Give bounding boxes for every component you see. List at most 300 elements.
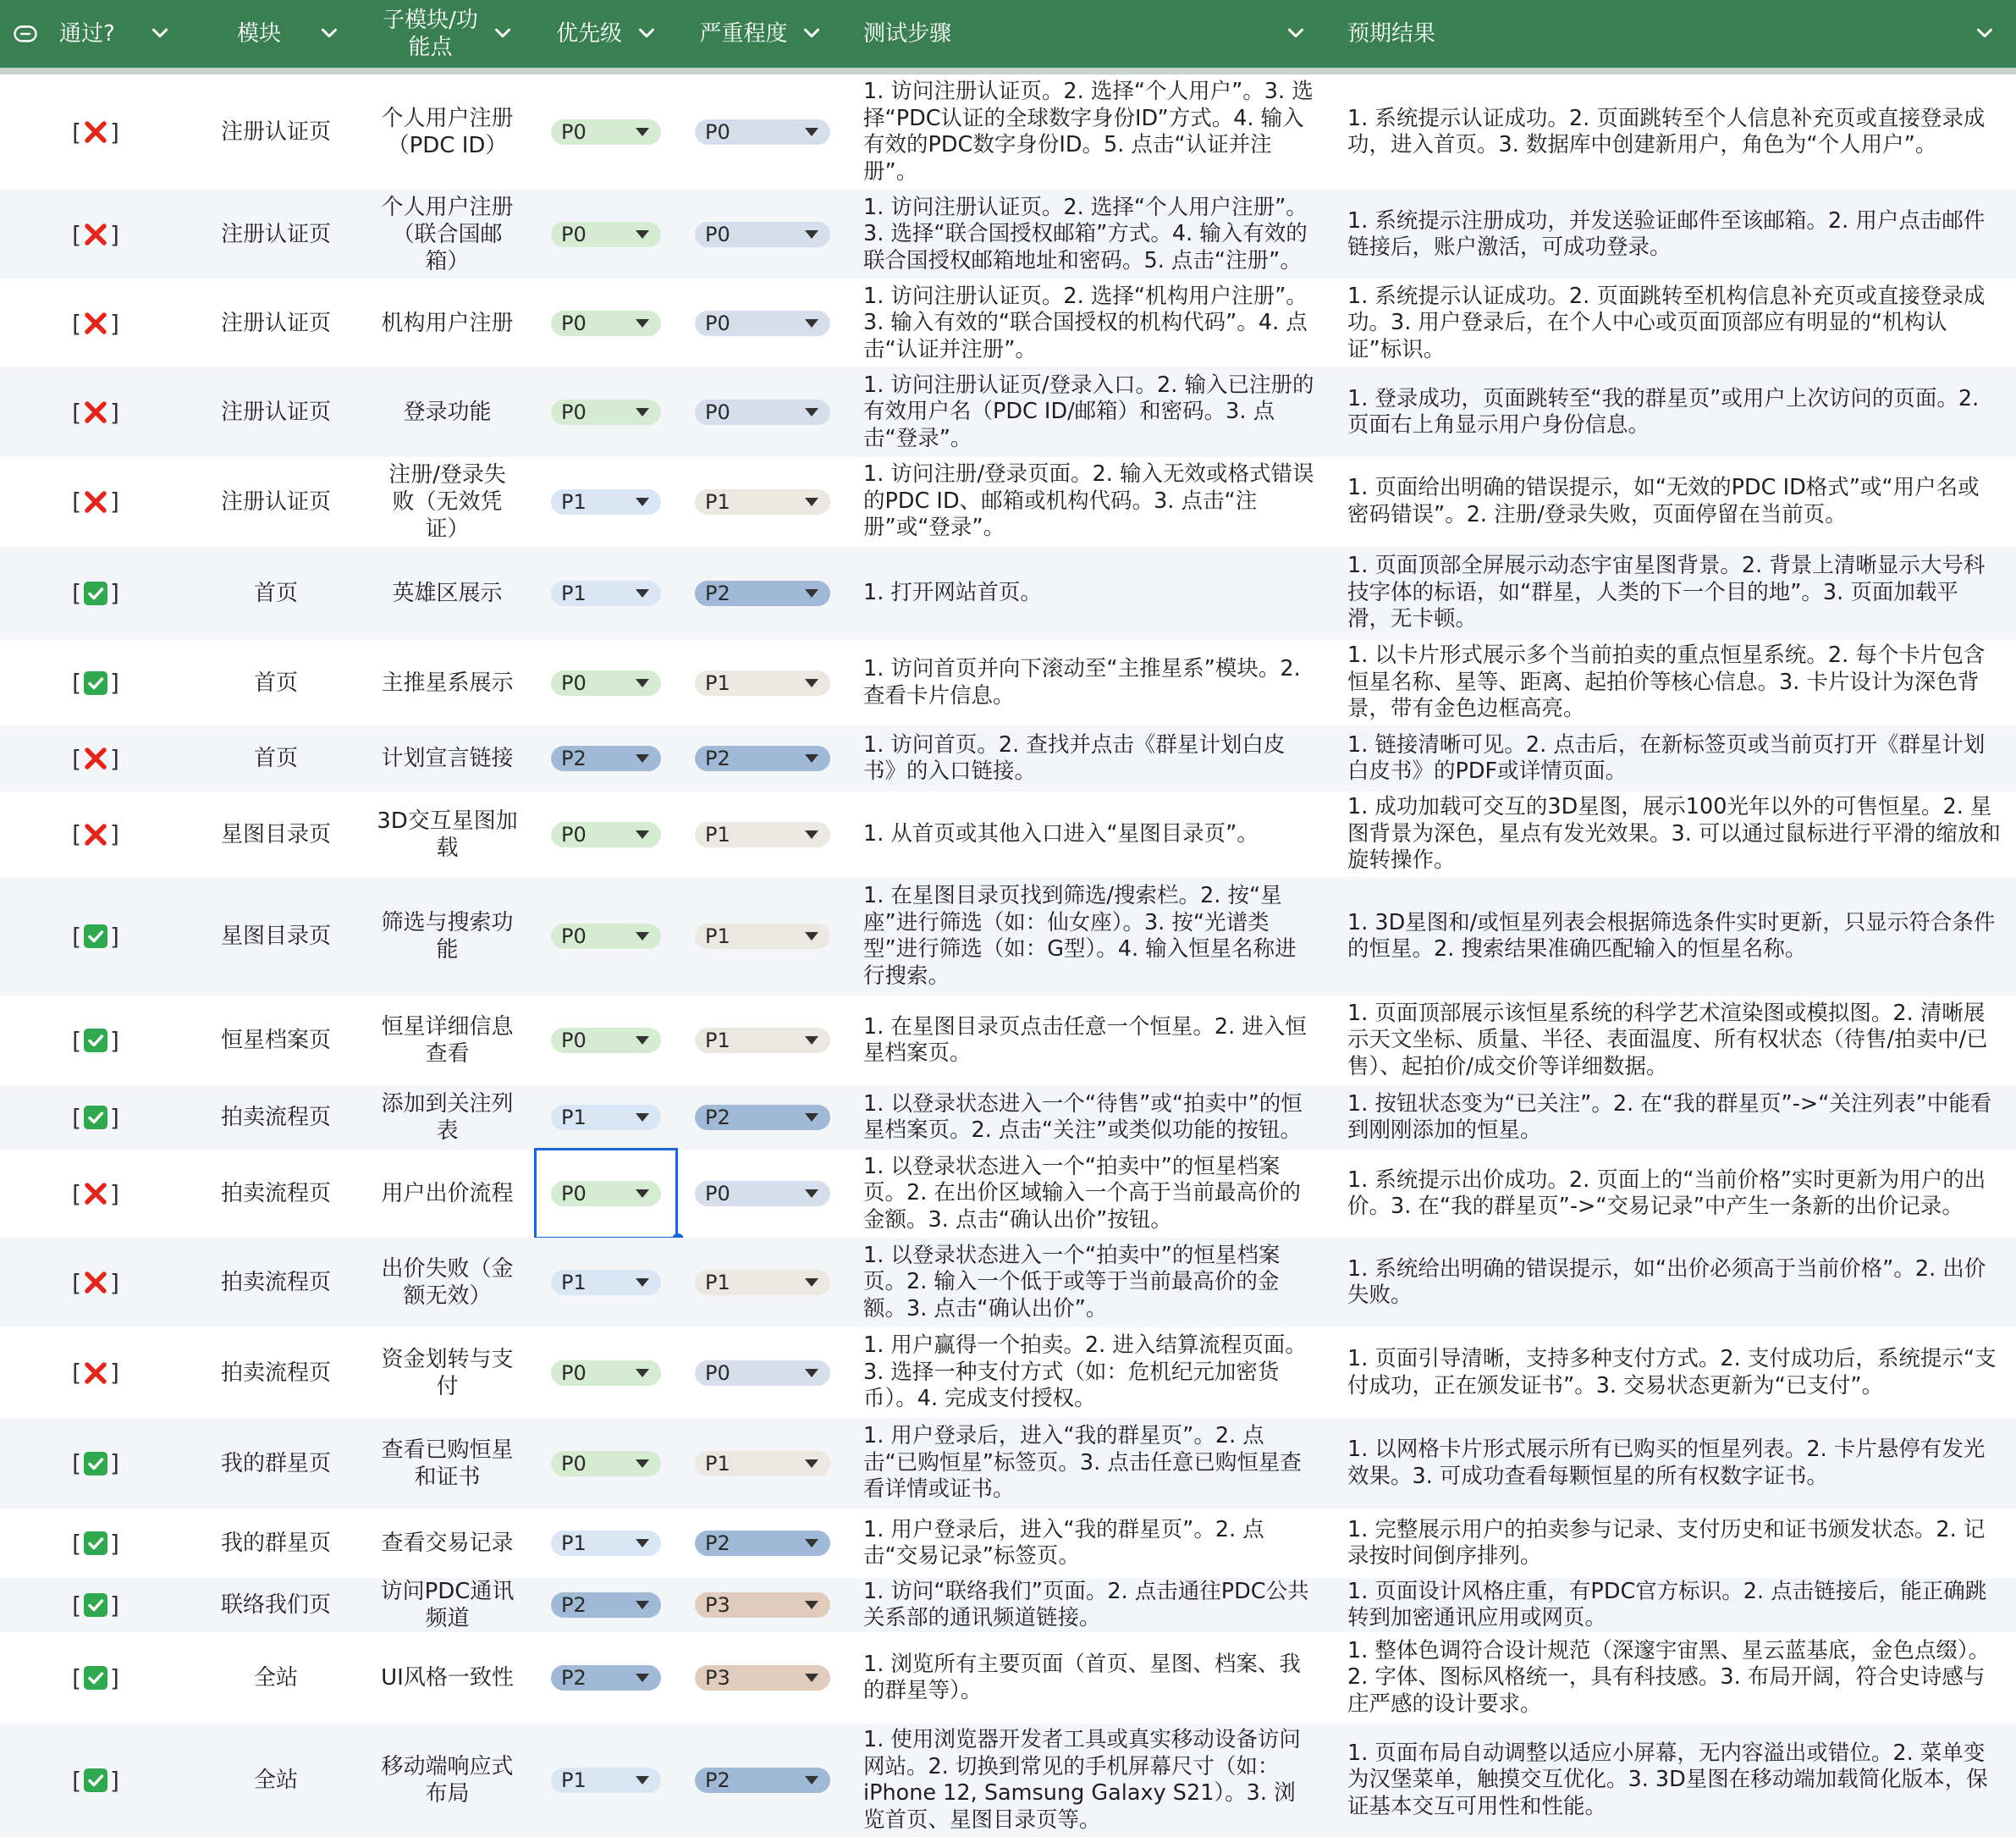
chevron-down-icon[interactable]	[317, 20, 342, 46]
pass-status-cell[interactable]	[0, 1632, 191, 1724]
severity-value: P1	[705, 1029, 730, 1052]
priority-cell[interactable]	[534, 996, 678, 1085]
submodule-cell[interactable]	[361, 457, 534, 546]
caret-down-icon	[805, 230, 818, 239]
priority-cell[interactable]	[534, 457, 678, 546]
submodule-text: 个人用户注册 （联合国邮 箱）	[381, 195, 514, 274]
submodule-text: 查看交易记录	[381, 1531, 514, 1556]
severity-cell[interactable]	[678, 74, 843, 190]
expected-result-cell[interactable]	[1327, 1724, 2016, 1837]
submodule-text: 访问PDC通讯 频道	[380, 1579, 515, 1631]
module-cell[interactable]	[191, 640, 361, 725]
header-label-expected: 预期结果	[1347, 21, 1436, 47]
table-row	[0, 1238, 2016, 1327]
expected-result-text: 1. 登录成功，页面跳转至“我的群星页”或用户上次访问的页面。2. 页面右上角显示用户身份信息。	[1347, 385, 1980, 438]
severity-dropdown[interactable]	[695, 924, 830, 949]
priority-cell[interactable]	[534, 1632, 678, 1724]
expected-result-cell[interactable]	[1327, 1327, 2016, 1418]
test-steps-text: 1. 访问注册认证页。2. 选择“个人用户注册”。3. 选择“联合国授权邮箱”方式。4. 输入有效的联合国授权邮箱地址和密码。5. 点击“注册”。	[863, 194, 1308, 273]
expected-result-text: 1. 系统提示注册成功，并发送验证邮件至该邮箱。2. 用户点击邮件链接后，账户激活，可成功登录。	[1347, 207, 1986, 260]
submodule-cell[interactable]	[361, 279, 534, 367]
expected-result-cell[interactable]	[1327, 546, 2016, 640]
submodule-cell[interactable]	[361, 725, 534, 792]
submodule-text: 机构用户注册	[381, 311, 514, 336]
caret-down-icon	[805, 1776, 818, 1785]
priority-cell[interactable]	[534, 1238, 678, 1327]
severity-cell[interactable]	[678, 1238, 843, 1327]
severity-dropdown[interactable]	[695, 1531, 830, 1556]
severity-dropdown[interactable]	[695, 670, 830, 696]
module-cell[interactable]	[191, 1418, 361, 1509]
severity-cell[interactable]	[678, 367, 843, 457]
priority-dropdown[interactable]	[551, 1451, 661, 1476]
test-steps-cell[interactable]	[843, 457, 1327, 546]
submodule-cell[interactable]	[361, 1238, 534, 1327]
chevron-down-icon[interactable]	[147, 20, 173, 46]
module-cell[interactable]	[191, 74, 361, 190]
test-steps-cell[interactable]	[843, 1578, 1327, 1632]
fail-cross-icon	[83, 311, 108, 336]
pass-status-cell[interactable]	[0, 1238, 191, 1327]
pass-status-cell[interactable]	[0, 1724, 191, 1837]
pass-status-cell[interactable]	[0, 877, 191, 996]
severity-cell[interactable]	[678, 457, 843, 546]
expected-result-cell[interactable]	[1327, 1418, 2016, 1509]
priority-cell[interactable]	[534, 279, 678, 367]
severity-cell[interactable]	[678, 1509, 843, 1578]
fail-cross-icon	[83, 400, 108, 425]
module-text: 注册认证页	[220, 400, 331, 425]
pass-status-cell[interactable]	[0, 1509, 191, 1578]
table-row	[0, 1578, 2016, 1632]
submodule-cell[interactable]	[361, 1150, 534, 1238]
submodule-text: UI风格一致性	[381, 1665, 514, 1691]
fail-cross-icon	[83, 746, 108, 771]
severity-dropdown[interactable]	[695, 746, 830, 771]
severity-dropdown[interactable]	[695, 581, 830, 606]
submodule-text: 注册/登录失 败（无效凭 证）	[388, 461, 506, 542]
caret-down-icon	[805, 1601, 818, 1609]
severity-dropdown[interactable]	[695, 311, 830, 336]
expected-result-cell[interactable]	[1327, 1578, 2016, 1632]
expected-result-cell[interactable]	[1327, 792, 2016, 877]
severity-cell[interactable]	[678, 1150, 843, 1238]
caret-down-icon	[805, 932, 818, 941]
test-steps-cell[interactable]	[843, 546, 1327, 640]
test-steps-cell[interactable]	[843, 1724, 1327, 1837]
fail-cross-icon	[83, 1270, 108, 1295]
submodule-text: 出价失败（金 额无效）	[381, 1256, 514, 1309]
caret-down-icon	[636, 319, 649, 328]
header-divider	[0, 68, 2016, 74]
bracket-open: [	[72, 1359, 81, 1387]
expected-result-text: 1. 以卡片形式展示多个当前拍卖的重点恒星系统。2. 每个卡片包含恒星名称、星等、距离、起拍价等核心信息。3. 卡片设计为深色背景，带有金色边框高亮。	[1347, 643, 1986, 722]
severity-cell[interactable]	[678, 1327, 843, 1418]
module-cell[interactable]	[191, 1327, 361, 1418]
expected-result-text: 1. 链接清晰可见。2. 点击后，在新标签页或当前页打开《群星计划白皮书》的PDF或详情页面。	[1347, 731, 1986, 784]
pass-status-cell[interactable]	[0, 792, 191, 877]
submodule-text: 英雄区展示	[392, 580, 503, 606]
pass-status-cell[interactable]	[0, 1327, 191, 1418]
test-steps-cell[interactable]	[843, 190, 1327, 279]
severity-dropdown[interactable]	[695, 1028, 830, 1053]
severity-cell[interactable]	[678, 1632, 843, 1724]
submodule-cell[interactable]	[361, 640, 534, 725]
pass-check-icon	[83, 1531, 108, 1556]
severity-dropdown[interactable]	[695, 1768, 830, 1793]
test-steps-cell[interactable]	[843, 74, 1327, 190]
priority-dropdown[interactable]	[551, 1270, 661, 1295]
pass-status-cell[interactable]	[0, 725, 191, 792]
header-cell-pass[interactable]	[0, 0, 191, 68]
priority-cell[interactable]	[534, 1578, 678, 1632]
module-cell[interactable]	[191, 1724, 361, 1837]
header-cell-submodule[interactable]	[361, 0, 534, 68]
header-cell-severity[interactable]	[678, 0, 843, 68]
bracket-close: ]	[110, 1529, 119, 1558]
caret-down-icon	[636, 679, 649, 687]
priority-value: P1	[561, 1106, 587, 1129]
module-cell[interactable]	[191, 1632, 361, 1724]
bracket-open: [	[72, 309, 81, 338]
module-cell[interactable]	[191, 1150, 361, 1238]
pass-status-cell[interactable]	[0, 996, 191, 1085]
priority-value: P0	[561, 670, 587, 695]
caret-down-icon	[805, 1278, 818, 1287]
bracket-close: ]	[110, 309, 119, 338]
priority-dropdown[interactable]	[551, 119, 661, 145]
module-cell[interactable]	[191, 1238, 361, 1327]
module-cell[interactable]	[191, 190, 361, 279]
submodule-cell[interactable]	[361, 367, 534, 457]
priority-dropdown[interactable]	[551, 311, 661, 336]
submodule-cell[interactable]	[361, 1085, 534, 1150]
pass-status-cell[interactable]	[0, 640, 191, 725]
pass-status-cell[interactable]	[0, 1578, 191, 1632]
priority-value: P0	[561, 1360, 587, 1385]
module-text: 我的群星页	[220, 1450, 331, 1476]
severity-cell[interactable]	[678, 1085, 843, 1150]
submodule-cell[interactable]	[361, 996, 534, 1085]
pass-status-cell[interactable]	[0, 546, 191, 640]
caret-down-icon	[636, 1036, 649, 1045]
priority-dropdown[interactable]	[551, 1360, 661, 1386]
header-cell-priority[interactable]	[534, 0, 678, 68]
severity-dropdown[interactable]	[695, 1181, 830, 1206]
severity-cell[interactable]	[678, 640, 843, 725]
severity-value: P0	[705, 120, 730, 144]
priority-cell[interactable]	[534, 367, 678, 457]
pass-check-icon	[83, 1665, 108, 1691]
severity-dropdown[interactable]	[695, 822, 830, 847]
bracket-close: ]	[110, 1179, 119, 1208]
submodule-cell[interactable]	[361, 1418, 534, 1509]
expected-result-text: 1. 系统提示认证成功。2. 页面跳转至机构信息补充页或直接登录成功。3. 用户登录后，在个人中心或页面顶部应有明显的“机构认证”标识。	[1347, 283, 1986, 362]
table-row	[0, 640, 2016, 725]
test-steps-cell[interactable]	[843, 367, 1327, 457]
module-cell[interactable]	[191, 367, 361, 457]
caret-down-icon	[636, 1459, 649, 1468]
bracket-close: ]	[110, 1103, 119, 1132]
module-text: 恒星档案页	[220, 1028, 331, 1053]
test-steps-text: 1. 访问注册认证页。2. 选择“个人用户”。3. 选择“PDC认证的全球数字身份ID”方式。4. 输入有效的PDC数字身份ID。5. 点击“认证并注册”。	[863, 79, 1314, 185]
severity-value: P1	[705, 924, 730, 948]
bracket-open: [	[72, 1663, 81, 1692]
priority-value: P0	[561, 312, 587, 335]
test-steps-text: 1. 从首页或其他入口进入“星图目录页”。	[863, 820, 1259, 847]
module-cell[interactable]	[191, 1509, 361, 1578]
submodule-text: 移动端响应式 布局	[381, 1754, 514, 1807]
module-cell[interactable]	[191, 792, 361, 877]
priority-dropdown[interactable]	[551, 1768, 661, 1793]
priority-dropdown[interactable]	[551, 822, 661, 847]
caret-down-icon	[805, 1369, 818, 1377]
priority-cell[interactable]	[534, 546, 678, 640]
bracket-open: [	[72, 1449, 81, 1477]
test-steps-cell[interactable]	[843, 792, 1327, 877]
priority-dropdown[interactable]	[551, 400, 661, 425]
bracket-open: [	[72, 118, 81, 146]
severity-cell[interactable]	[678, 1724, 843, 1837]
test-steps-cell[interactable]	[843, 1238, 1327, 1327]
bracket-open: [	[72, 579, 81, 607]
module-cell[interactable]	[191, 1578, 361, 1632]
submodule-text: 筛选与搜索功 能	[381, 910, 514, 963]
chevron-down-icon[interactable]	[490, 20, 515, 46]
submodule-cell[interactable]	[361, 1632, 534, 1724]
expected-result-cell[interactable]	[1327, 1632, 2016, 1724]
module-text: 拍卖流程页	[220, 1270, 331, 1295]
severity-cell[interactable]	[678, 877, 843, 996]
priority-cell[interactable]	[534, 1509, 678, 1578]
expected-result-cell[interactable]	[1327, 1085, 2016, 1150]
severity-cell[interactable]	[678, 996, 843, 1085]
submodule-cell[interactable]	[361, 877, 534, 996]
submodule-cell[interactable]	[361, 546, 534, 640]
caret-down-icon	[805, 128, 818, 136]
bracket-close: ]	[110, 1359, 119, 1387]
severity-cell[interactable]	[678, 546, 843, 640]
severity-cell[interactable]	[678, 725, 843, 792]
priority-value: P2	[561, 1593, 587, 1617]
pass-check-icon	[83, 670, 108, 696]
priority-cell[interactable]	[534, 792, 678, 877]
module-cell[interactable]	[191, 457, 361, 546]
module-cell[interactable]	[191, 725, 361, 792]
severity-dropdown[interactable]	[695, 400, 830, 425]
severity-dropdown[interactable]	[695, 1360, 830, 1386]
caret-down-icon	[636, 408, 649, 416]
submodule-text: 登录功能	[403, 400, 492, 425]
test-steps-cell[interactable]	[843, 1085, 1327, 1150]
expected-result-cell[interactable]	[1327, 279, 2016, 367]
priority-cell[interactable]	[534, 74, 678, 190]
severity-dropdown[interactable]	[695, 222, 830, 247]
expected-result-cell[interactable]	[1327, 996, 2016, 1085]
priority-dropdown[interactable]	[551, 1592, 661, 1618]
chevron-down-icon[interactable]	[1283, 20, 1308, 46]
pass-status-cell[interactable]	[0, 279, 191, 367]
submodule-cell[interactable]	[361, 74, 534, 190]
severity-cell[interactable]	[678, 279, 843, 367]
severity-dropdown[interactable]	[695, 1665, 830, 1691]
pass-status-cell[interactable]	[0, 74, 191, 190]
severity-dropdown[interactable]	[695, 489, 830, 515]
severity-value: P1	[705, 1271, 730, 1294]
bracket-open: [	[72, 1268, 81, 1297]
priority-dropdown[interactable]	[551, 1028, 661, 1053]
caret-down-icon	[636, 230, 649, 239]
chevron-down-icon[interactable]	[634, 20, 659, 46]
priority-value: P0	[561, 223, 587, 246]
severity-dropdown[interactable]	[695, 1105, 830, 1130]
severity-dropdown[interactable]	[695, 1592, 830, 1618]
submodule-cell[interactable]	[361, 1509, 534, 1578]
priority-cell[interactable]	[534, 1327, 678, 1418]
expected-result-text: 1. 完整展示用户的拍卖参与记录、支付历史和证书颁发状态。2. 记录按时间倒序排列。	[1347, 1516, 1986, 1569]
priority-dropdown[interactable]	[551, 222, 661, 247]
module-cell[interactable]	[191, 877, 361, 996]
test-steps-cell[interactable]	[843, 640, 1327, 725]
test-steps-cell[interactable]	[843, 279, 1327, 367]
priority-cell[interactable]	[534, 1418, 678, 1509]
bracket-open: [	[72, 1026, 81, 1055]
test-steps-cell[interactable]	[843, 725, 1327, 792]
caret-down-icon	[636, 589, 649, 598]
priority-dropdown[interactable]	[551, 489, 661, 515]
pass-status-cell[interactable]	[0, 1150, 191, 1238]
bracket-close: ]	[110, 398, 119, 427]
module-cell[interactable]	[191, 279, 361, 367]
priority-dropdown[interactable]	[551, 1105, 661, 1130]
table-row	[0, 996, 2016, 1085]
test-steps-text: 1. 用户赢得一个拍卖。2. 进入结算流程页面。3. 选择一种支付方式（如：危机纪元加密货币）。4. 完成支付授权。	[863, 1332, 1307, 1412]
expected-result-text: 1. 页面给出明确的错误提示，如“无效的PDC ID格式”或“用户名或密码错误”。2. 注册/登录失败，页面停留在当前页。	[1347, 475, 1980, 527]
bracket-open: [	[72, 488, 81, 516]
test-steps-cell[interactable]	[843, 1327, 1327, 1418]
module-text: 首页	[253, 580, 298, 606]
bracket-open: [	[72, 820, 81, 848]
chevron-down-icon[interactable]	[799, 20, 824, 46]
caret-down-icon	[636, 1278, 649, 1287]
pass-status-cell[interactable]	[0, 1418, 191, 1509]
bracket-close: ]	[110, 1591, 119, 1619]
severity-cell[interactable]	[678, 190, 843, 279]
priority-dropdown[interactable]	[551, 670, 661, 696]
severity-value: P1	[705, 670, 730, 695]
bracket-close: ]	[110, 744, 119, 773]
expected-result-text: 1. 3D星图和/或恒星列表会根据筛选条件实时更新，只显示符合条件的恒星。2. 搜索结果准确匹配输入的恒星名称。	[1347, 909, 1996, 962]
test-steps-cell[interactable]	[843, 1418, 1327, 1509]
selected-cell-outline	[534, 1148, 678, 1239]
pass-check-icon	[83, 1768, 108, 1793]
module-text: 星图目录页	[220, 924, 331, 949]
severity-cell[interactable]	[678, 792, 843, 877]
test-steps-cell[interactable]	[843, 1150, 1327, 1238]
submodule-cell[interactable]	[361, 1327, 534, 1418]
submodule-cell[interactable]	[361, 1578, 534, 1632]
table-row	[0, 74, 2016, 190]
test-steps-cell[interactable]	[843, 1632, 1327, 1724]
pass-status-cell[interactable]	[0, 1085, 191, 1150]
expected-result-cell[interactable]	[1327, 457, 2016, 546]
test-steps-cell[interactable]	[843, 996, 1327, 1085]
bracket-close: ]	[110, 118, 119, 146]
priority-dropdown[interactable]	[551, 581, 661, 606]
caret-down-icon	[636, 932, 649, 941]
severity-value: P3	[705, 1593, 730, 1617]
priority-cell[interactable]	[534, 725, 678, 792]
caret-down-icon	[805, 1539, 818, 1547]
priority-dropdown[interactable]	[551, 746, 661, 771]
priority-cell[interactable]	[534, 190, 678, 279]
submodule-cell[interactable]	[361, 792, 534, 877]
priority-cell[interactable]	[534, 640, 678, 725]
test-steps-cell[interactable]	[843, 877, 1327, 996]
module-text: 全站	[253, 1665, 298, 1691]
priority-dropdown[interactable]	[551, 924, 661, 949]
caret-down-icon	[805, 1189, 818, 1198]
expected-result-cell[interactable]	[1327, 190, 2016, 279]
expected-result-cell[interactable]	[1327, 1150, 2016, 1238]
pass-status-cell[interactable]	[0, 457, 191, 546]
severity-dropdown[interactable]	[695, 1451, 830, 1476]
module-cell[interactable]	[191, 1085, 361, 1150]
chevron-down-icon[interactable]	[1972, 20, 1997, 46]
test-steps-cell[interactable]	[843, 1509, 1327, 1578]
severity-cell[interactable]	[678, 1418, 843, 1509]
priority-dropdown[interactable]	[551, 1531, 661, 1556]
severity-dropdown[interactable]	[695, 1270, 830, 1295]
module-cell[interactable]	[191, 996, 361, 1085]
bracket-close: ]	[110, 922, 119, 951]
expected-result-cell[interactable]	[1327, 640, 2016, 725]
pass-status-cell[interactable]	[0, 367, 191, 457]
caret-down-icon	[636, 1539, 649, 1547]
header-cell-expected[interactable]	[1327, 0, 2016, 68]
expected-result-cell[interactable]	[1327, 1509, 2016, 1578]
priority-cell[interactable]	[534, 877, 678, 996]
severity-dropdown[interactable]	[695, 119, 830, 145]
severity-value: P3	[705, 1666, 730, 1690]
bracket-open: [	[72, 1766, 81, 1795]
fail-cross-icon	[83, 119, 108, 145]
bracket-open: [	[72, 922, 81, 951]
table-row	[0, 792, 2016, 877]
module-text: 首页	[253, 746, 298, 771]
expected-result-cell[interactable]	[1327, 367, 2016, 457]
priority-dropdown[interactable]	[551, 1665, 661, 1691]
pass-status-cell[interactable]	[0, 190, 191, 279]
bracket-open: [	[72, 1591, 81, 1619]
priority-cell[interactable]	[534, 1085, 678, 1150]
test-steps-text: 1. 访问注册/登录页面。2. 输入无效或格式错误的PDC ID、邮箱或机构代码。3. 点击“注册”或“登录”。	[863, 461, 1314, 541]
priority-value: P0	[561, 924, 587, 948]
priority-cell[interactable]	[534, 1724, 678, 1837]
header-cell-module[interactable]	[191, 0, 361, 68]
module-cell[interactable]	[191, 546, 361, 640]
priority-value: P1	[561, 1768, 587, 1792]
submodule-cell[interactable]	[361, 1724, 534, 1837]
submodule-cell[interactable]	[361, 190, 534, 279]
expected-result-cell[interactable]	[1327, 725, 2016, 792]
header-cell-steps[interactable]	[843, 0, 1327, 68]
expected-result-cell[interactable]	[1327, 877, 2016, 996]
severity-cell[interactable]	[678, 1578, 843, 1632]
expected-result-text: 1. 页面设计风格庄重，有PDC官方标识。2. 点击链接后，能正确跳转到加密通讯应用或网页。	[1347, 1578, 1987, 1630]
expected-result-cell[interactable]	[1327, 1238, 2016, 1327]
expected-result-cell[interactable]	[1327, 74, 2016, 190]
